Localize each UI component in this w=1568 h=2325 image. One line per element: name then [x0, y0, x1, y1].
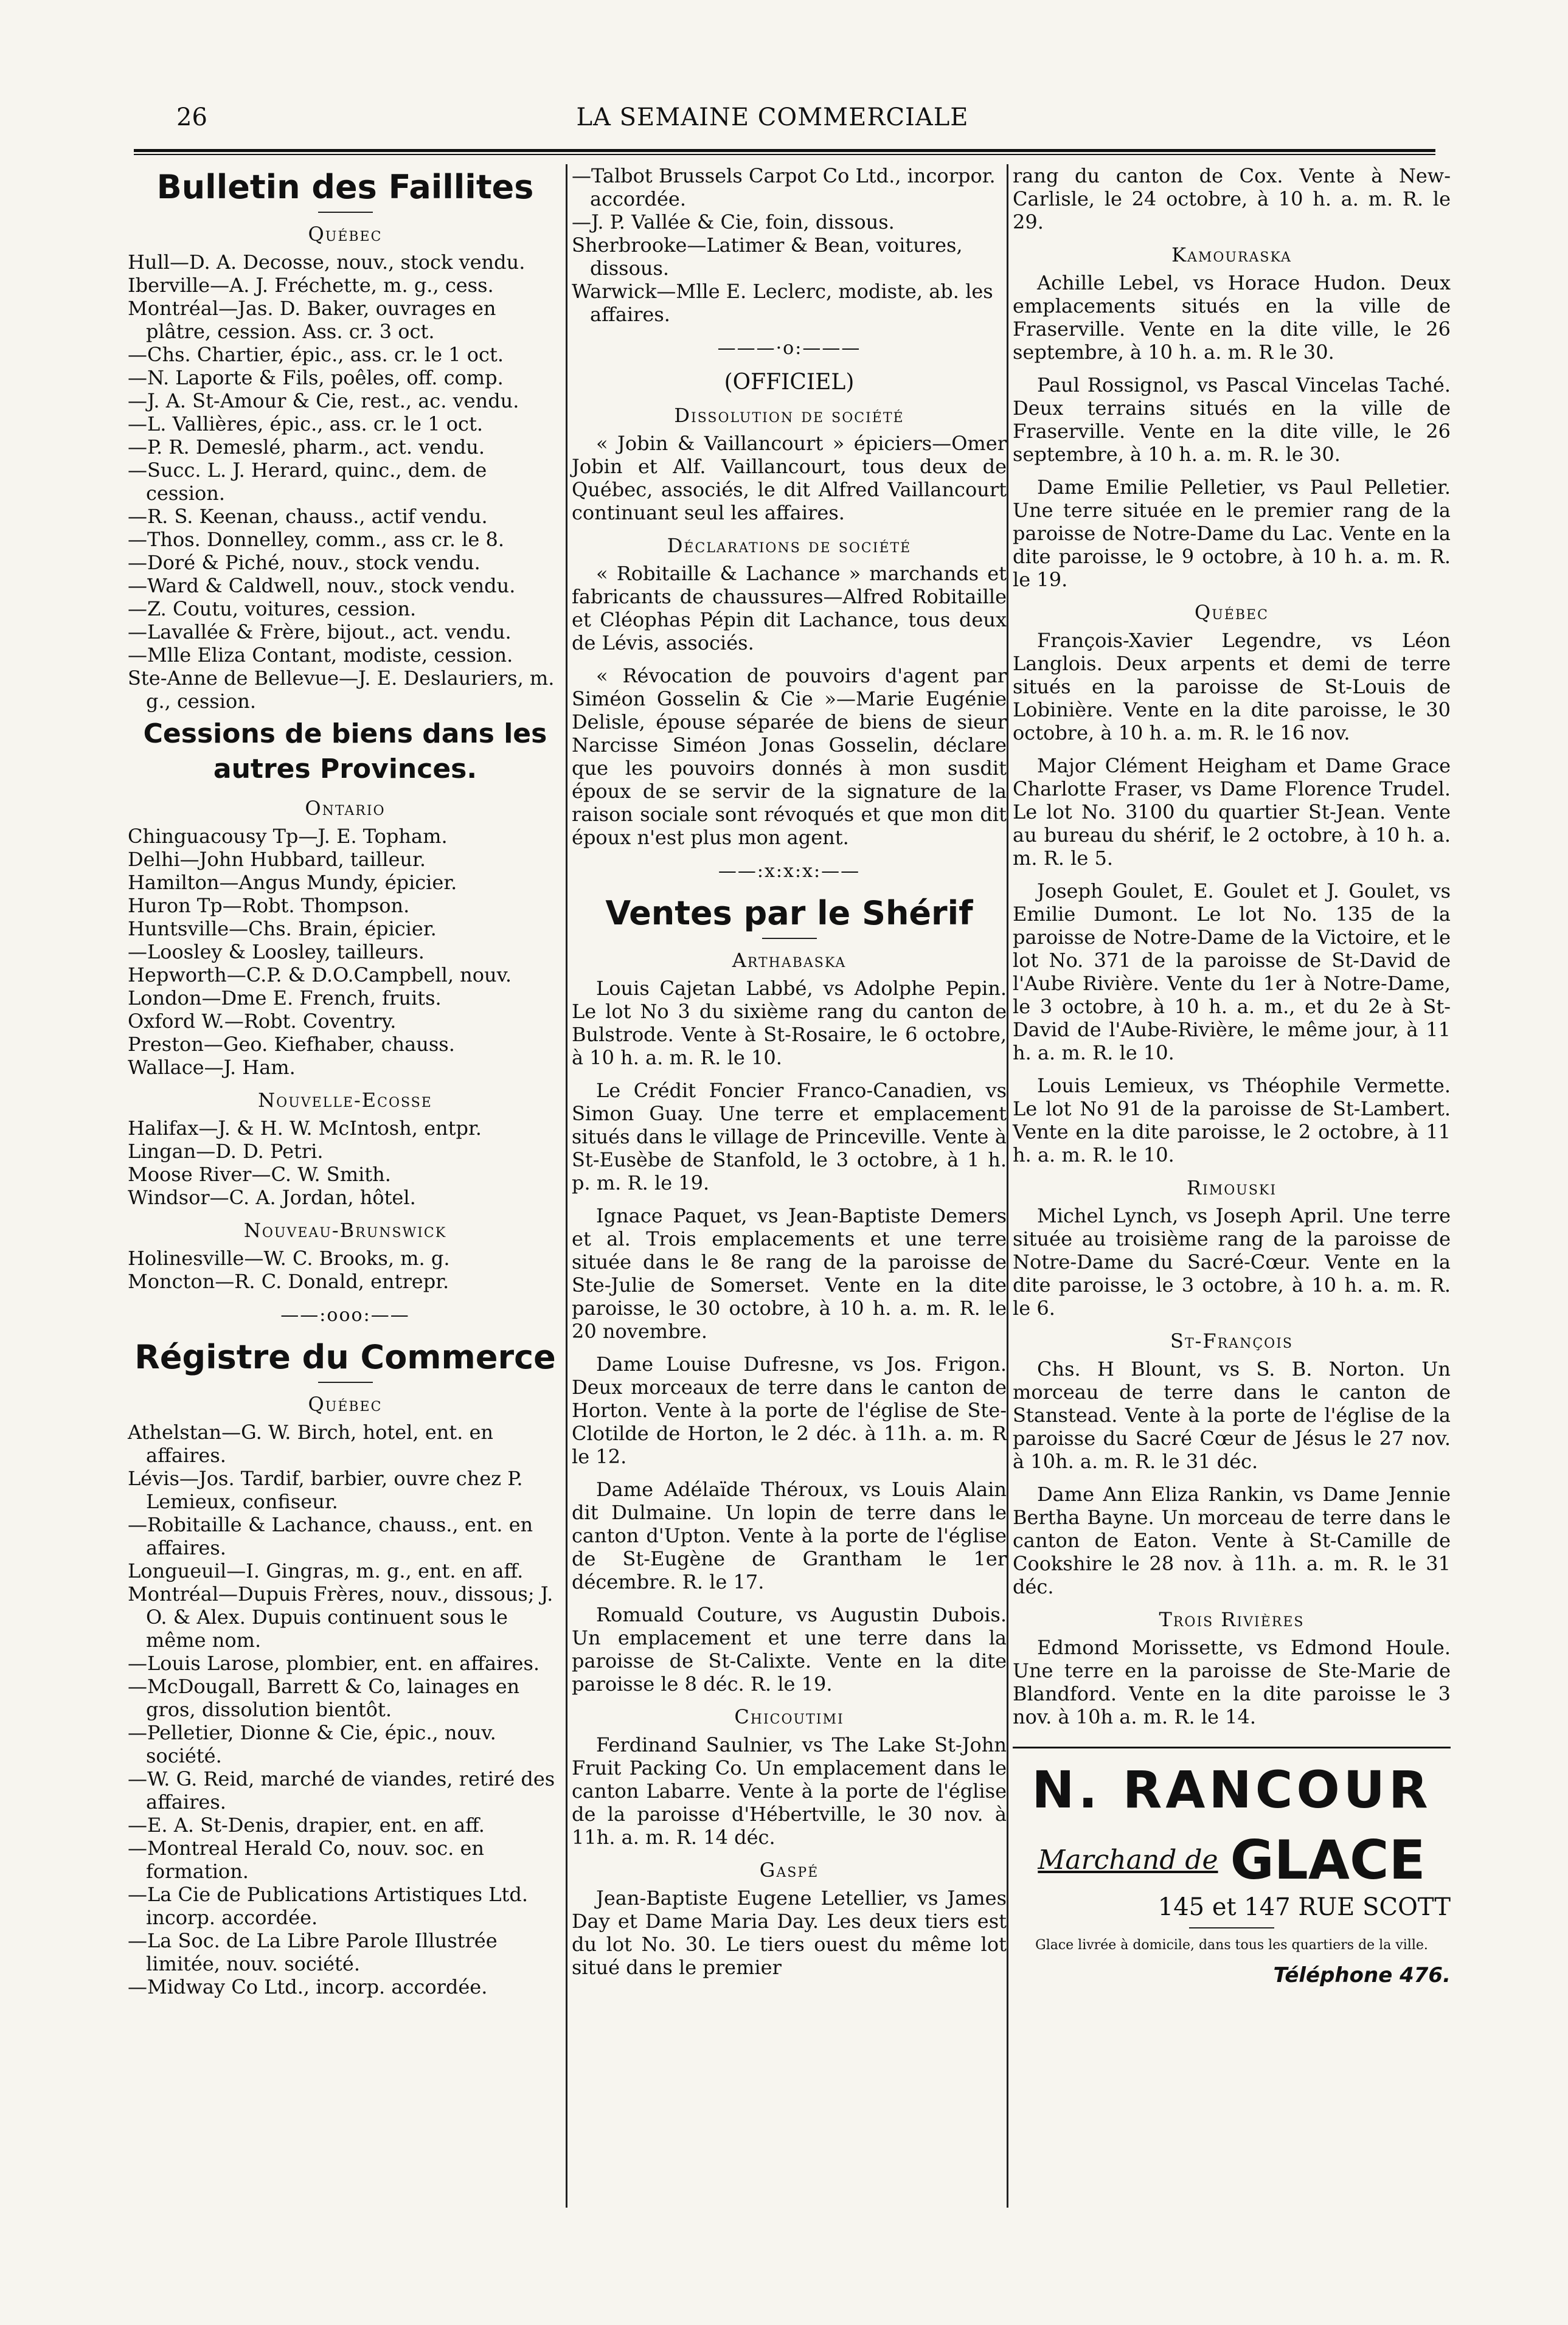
region-nouvelle-ecosse: Nouvelle-Ecosse — [258, 1089, 432, 1112]
list-item: —Doré & Piché, nouv., stock vendu. — [128, 551, 480, 574]
sheriff-notice: Ferdinand Saulnier, vs The Lake St-John Fruit Packing Co. Un emplacement dans le canton Labarre. Vente à la porte de l'église de la paroisse d'Hébertville, le 30 nov. à 11h. a. m. R. 14 déc. — [572, 1733, 1007, 1849]
list-item: Preston—Geo. Kiefhaber, chauss. — [128, 1033, 455, 1056]
list-item: —Talbot Brussels Carpot Co Ltd., incorpor. accordée. — [572, 164, 996, 210]
sheriff-notice: Dame Adélaïde Théroux, vs Louis Alain dit Dulmaine. Un lopin de terre dans le canton d'Upton. Vente à la porte de l'église de St-Eugène de Grantham le 1er décembre. R. le 17. — [572, 1478, 1007, 1593]
list-item: —Montreal Herald Co, nouv. soc. en formation. — [128, 1837, 485, 1883]
sheriff-notice: François-Xavier Legendre, vs Léon Langlois. Deux arpents et demi de terre situés en la paroisse de St-Louis de Lobinière. Vente en la dite paroisse, le 30 octobre, à 10 h. a. m. R. le 16 nov. — [1013, 629, 1451, 744]
region-ontario: Ontario — [305, 797, 386, 820]
sheriff-notice-continued: rang du canton de Cox. Vente à New-Carlisle, le 24 octobre, à 10 h. a. m. R. le 29. — [1013, 164, 1451, 234]
registre-continued-list — [572, 164, 1007, 326]
list-item: Sherbrooke—Latimer & Bean, voitures, dissous. — [572, 234, 963, 280]
sheriff-notice: Edmond Morissette, vs Edmond Houle. Une terre en la paroisse de Ste-Marie de Blandford. Vente en la dite paroisse le 3 nov. à 10h a. m. R. le 14. — [1013, 1636, 1451, 1728]
list-item: Warwick—Mlle E. Leclerc, modiste, ab. les affaires. — [572, 280, 993, 326]
region-rimouski: Rimouski — [1186, 1176, 1277, 1199]
list-item: —La Cie de Publications Artistiques Ltd. incorp. accordée. — [128, 1883, 528, 1929]
list-item: Lévis—Jos. Tardif, barbier, ouvre chez P. Lemieux, confiseur. — [128, 1467, 523, 1513]
ad-trade: Marchand de — [1038, 1845, 1218, 1876]
ad-merchant-name: N. RANCOUR — [1032, 1760, 1432, 1820]
list-item: —La Soc. de La Libre Parole Illustrée limitée, nouv. société. — [128, 1929, 498, 1975]
header-rule — [134, 149, 1435, 155]
ad-trade-row — [1013, 1831, 1451, 1890]
cessions-heading: Cessions de biens dans les autres Provinces. — [143, 718, 547, 785]
region-chicoutimi: Chicoutimi — [734, 1705, 844, 1728]
list-item: —Chs. Chartier, épic., ass. cr. le 1 oct. — [128, 343, 504, 366]
advertisement — [1013, 1747, 1451, 1987]
region-quebec: Québec — [1195, 601, 1269, 624]
officiel-heading: (OFFICIEL) — [724, 370, 855, 395]
separator: ———·o:——— — [717, 338, 861, 359]
sheriff-notice: Romuald Couture, vs Augustin Dubois. Un emplacement et une terre dans la paroisse de St-Calixte. Vente en la dite paroisse le 8 déc. R. le 19. — [572, 1603, 1007, 1696]
list-item: Athelstan—G. W. Birch, hotel, ent. en affaires. — [128, 1421, 494, 1467]
list-item: —N. Laporte & Fils, poêles, off. comp. — [128, 366, 504, 389]
heading-dash — [762, 938, 817, 939]
list-item: Moncton—R. C. Donald, entrepr. — [128, 1270, 449, 1293]
declaration-notice: « Robitaille & Lachance » marchands et fabricants de chaussures—Alfred Robitaille et Cléophas Pépin dit Lachance, tous deux de Lévis, associés. — [572, 562, 1007, 654]
list-item: Huntsville—Chs. Brain, épicier. — [128, 917, 437, 940]
list-item: Holinesville—W. C. Brooks, m. g. — [128, 1247, 450, 1270]
list-item: —J. P. Vallée & Cie, foin, dissous. — [572, 210, 895, 234]
dissolution-heading: Dissolution de société — [674, 404, 904, 427]
column-middle — [572, 164, 1007, 1989]
list-item: Hepworth—C.P. & D.O.Campbell, nouv. — [128, 963, 512, 986]
column-divider — [1007, 164, 1008, 2208]
list-item: Iberville—A. J. Fréchette, m. g., cess. — [128, 274, 494, 297]
registre-heading: Régistre du Commerce — [134, 1338, 556, 1376]
list-item: Montréal—Jas. D. Baker, ouvrages en plâtre, cession. Ass. cr. 3 oct. — [128, 297, 496, 343]
list-item: —P. R. Demeslé, pharm., act. vendu. — [128, 435, 485, 459]
sheriff-notice: Paul Rossignol, vs Pascal Vincelas Taché. Deux terrains situés en la ville de Fraserville. Vente en la dite ville, le 26 septembre, à 10 h. a. m. R. le 30. — [1013, 373, 1451, 466]
declarations-heading: Déclarations de société — [667, 534, 912, 557]
sheriff-notice: Le Crédit Foncier Franco-Canadien, vs Simon Guay. Une terre et emplacement situés dans le village de Princeville. Vente à St-Eusèbe de Stanfold, le 3 octobre, à 1 h. p. m. R. le 19. — [572, 1079, 1007, 1194]
ad-product: GLACE — [1230, 1829, 1426, 1891]
list-item: —Ward & Caldwell, nouv., stock vendu. — [128, 574, 516, 597]
list-item: —W. G. Reid, marché de viandes, retiré des affaires. — [128, 1767, 555, 1814]
ad-note: Glace livrée à domicile, dans tous les quartiers de la ville. — [1035, 1938, 1428, 1953]
sheriff-notice: Achille Lebel, vs Horace Hudon. Deux emplacements situés en la ville de Fraserville. Vente en la dite ville, le 26 septembre, à 10 h. a. m. R le 30. — [1013, 271, 1451, 364]
list-item: Hamilton—Angus Mundy, épicier. — [128, 871, 457, 894]
list-item: Oxford W.—Robt. Coventry. — [128, 1010, 397, 1033]
region-kamouraska: Kamouraska — [1171, 243, 1292, 266]
list-item: —J. A. St-Amour & Cie, rest., ac. vendu. — [128, 389, 519, 412]
region-trois-rivieres: Trois Rivières — [1159, 1608, 1305, 1631]
declaration-notice: « Révocation de pouvoirs d'agent par Siméon Gosselin & Cie »—Marie Eugénie Delisle, épouse séparée de biens de sieur Narcisse Siméon Jonas Gosselin, déclare que les pouvoirs donnés à mon susdit époux de se servir de la signature de la raison sociale sont révoqués et que mon dit époux n'est plus mon agent. — [572, 664, 1007, 849]
list-item: Chinguacousy Tp—J. E. Topham. — [128, 825, 448, 848]
list-item: Lingan—D. D. Petri. — [128, 1140, 324, 1163]
list-item: —Midway Co Ltd., incorp. accordée. — [128, 1975, 488, 1998]
list-item: —L. Vallières, épic., ass. cr. le 1 oct. — [128, 412, 483, 435]
sheriff-notice: Chs. H Blount, vs S. B. Norton. Un morceau de terre dans le canton de Stanstead. Vente à la porte de l'église de la paroisse du Sacré Cœur de Jésus le 27 nov. à 10h. a. m. R. le 31 déc. — [1013, 1357, 1451, 1473]
list-item: Longueuil—I. Gingras, m. g., ent. en aff. — [128, 1559, 524, 1582]
list-item: —Robitaille & Lachance, chauss., ent. en affaires. — [128, 1513, 533, 1559]
region-quebec-registre: Québec — [308, 1393, 383, 1416]
ad-rule — [1189, 1927, 1274, 1928]
sheriff-notice: Dame Ann Eliza Rankin, vs Dame Jennie Bertha Bayne. Un morceau de terre dans le canton de Eaton. Vente à St-Camille de Cookshire le 28 nov. à 11h. a. m. R. le 31 déc. — [1013, 1483, 1451, 1598]
list-item: —Thos. Donnelley, comm., ass cr. le 8. — [128, 528, 505, 551]
column-divider — [566, 164, 567, 2208]
page-title: LA SEMAINE COMMERCIALE — [576, 103, 969, 131]
ventes-heading: Ventes par le Shérif — [605, 894, 973, 932]
region-nouveau-brunswick: Nouveau-Brunswick — [243, 1219, 447, 1242]
region-quebec: Québec — [308, 223, 383, 246]
column-left — [128, 164, 563, 1998]
list-item: London—Dme E. French, fruits. — [128, 986, 442, 1010]
sheriff-notice: Michel Lynch, vs Joseph April. Une terre située au troisième rang de la paroisse de Notre-Dame du Sacré-Cœur. Vente en la dite paroisse, le 3 octobre, à 10 h. a. m. R. le 6. — [1013, 1204, 1451, 1320]
sheriff-notice: Louis Cajetan Labbé, vs Adolphe Pepin. Le lot No 3 du sixième rang du canton de Bulstrode. Vente à St-Rosaire, le 6 octobre, à 10 h. a. m. R. le 10. — [572, 977, 1007, 1069]
list-item: —E. A. St-Denis, drapier, ent. en aff. — [128, 1814, 485, 1837]
page-header — [91, 103, 1454, 140]
column-right — [1013, 164, 1451, 1987]
list-item: Montréal—Dupuis Frères, nouv., dissous; J. O. & Alex. Dupuis continuent sous le même nom. — [128, 1582, 553, 1652]
region-st-francois: St-François — [1170, 1329, 1293, 1353]
sheriff-notice: Joseph Goulet, E. Goulet et J. Goulet, vs Emilie Dumont. Le lot No. 135 de la paroisse de Notre-Dame de la Victoire, et le lot No. 371 de la paroisse de St-David de l'Aube Rivière. Vente du 1er à Notre-Dame, le 3 octobre, à 10 h. a. m., et du 2e à St-David de l'Aube-Rivière, le même jour, à 11 h. a. m. R. le 10. — [1013, 879, 1451, 1064]
list-item: —Loosley & Loosley, tailleurs. — [128, 940, 425, 963]
list-item: —Lavallée & Frère, bijout., act. vendu. — [128, 620, 512, 643]
list-item: —Z. Coutu, voitures, cession. — [128, 597, 417, 620]
dissolution-notice: « Jobin & Vaillancourt » épiciers—Omer Jobin et Alf. Vaillancourt, tous deux de Québec, associés, le dit Alfred Vaillancourt continuant seul les affaires. — [572, 432, 1007, 524]
list-item: Ste-Anne de Bellevue—J. E. Deslauriers, m. g., cession. — [128, 667, 555, 713]
sheriff-notice: Jean-Baptiste Eugene Letellier, vs James Day et Dame Maria Day. Les deux tiers est du lot No. 30. Le tiers ouest du même lot situé dans le premier — [572, 1887, 1007, 1979]
list-item: —Succ. L. J. Herard, quinc., dem. de cession. — [128, 459, 487, 505]
faillites-list — [128, 251, 563, 713]
list-item: —McDougall, Barrett & Co, lainages en gros, dissolution bientôt. — [128, 1675, 520, 1721]
list-item: —Pelletier, Dionne & Cie, épic., nouv. société. — [128, 1721, 496, 1767]
heading-dash — [318, 212, 373, 213]
page-number: 26 — [176, 103, 207, 131]
list-item: Windsor—C. A. Jordan, hôtel. — [128, 1186, 416, 1209]
sheriff-notice: Dame Emilie Pelletier, vs Paul Pelletier. Une terre située en le premier rang de la paroisse de Notre-Dame du Lac. Vente en la dite paroisse, le 9 octobre, à 10 h. a. m. R. le 19. — [1013, 476, 1451, 591]
sheriff-notice: Dame Louise Dufresne, vs Jos. Frigon. Deux morceaux de terre dans le canton de Horton. Vente à la porte de l'église de Ste-Clotilde de Horton, le 2 déc. à 11h. a. m. R le 12. — [572, 1353, 1007, 1468]
list-item: Delhi—John Hubbard, tailleur. — [128, 848, 426, 871]
list-item: Halifax—J. & H. W. McIntosh, entpr. — [128, 1117, 482, 1140]
list-item: Moose River—C. W. Smith. — [128, 1163, 391, 1186]
region-arthabaska: Arthabaska — [732, 949, 847, 972]
separator: ——:ooo:—— — [280, 1305, 410, 1326]
sheriff-notice: Ignace Paquet, vs Jean-Baptiste Demers et al. Trois emplacements et une terre située dans le 8e rang de la paroisse de Ste-Julie de Somerset. Vente en la dite paroisse, le 30 octobre, à 10 h. a. m. R. le 20 novembre. — [572, 1204, 1007, 1343]
nouveau-brunswick-list — [128, 1247, 563, 1293]
nouvelle-ecosse-list — [128, 1117, 563, 1209]
sheriff-notice: Louis Lemieux, vs Théophile Vermette. Le lot No 91 de la paroisse de St-Lambert. Vente en la dite paroisse, le 2 octobre, à 11 h. a. m. R. le 10. — [1013, 1074, 1451, 1166]
ontario-list — [128, 825, 563, 1079]
list-item: —Louis Larose, plombier, ent. en affaires. — [128, 1652, 540, 1675]
faillites-heading: Bulletin des Faillites — [156, 168, 534, 206]
list-item: —R. S. Keenan, chauss., actif vendu. — [128, 505, 488, 528]
ad-phone: Téléphone 476. — [1273, 1963, 1451, 1987]
registre-list — [128, 1421, 563, 1998]
separator: ——:x:x:x:—— — [718, 861, 861, 882]
list-item: —Mlle Eliza Contant, modiste, cession. — [128, 643, 513, 667]
sheriff-notice: Major Clément Heigham et Dame Grace Charlotte Fraser, vs Dame Florence Trudel. Le lot No. 3100 du quartier St-Jean. Vente au bureau du shérif, le 2 octobre, à 10 h. a. m. R. le 5. — [1013, 754, 1451, 870]
region-gaspe: Gaspé — [759, 1859, 819, 1882]
list-item: Huron Tp—Robt. Thompson. — [128, 894, 410, 917]
list-item: Hull—D. A. Decosse, nouv., stock vendu. — [128, 251, 526, 274]
ad-address: 145 et 147 RUE SCOTT — [1157, 1893, 1451, 1921]
list-item: Wallace—J. Ham. — [128, 1056, 296, 1079]
heading-dash — [318, 1382, 373, 1383]
